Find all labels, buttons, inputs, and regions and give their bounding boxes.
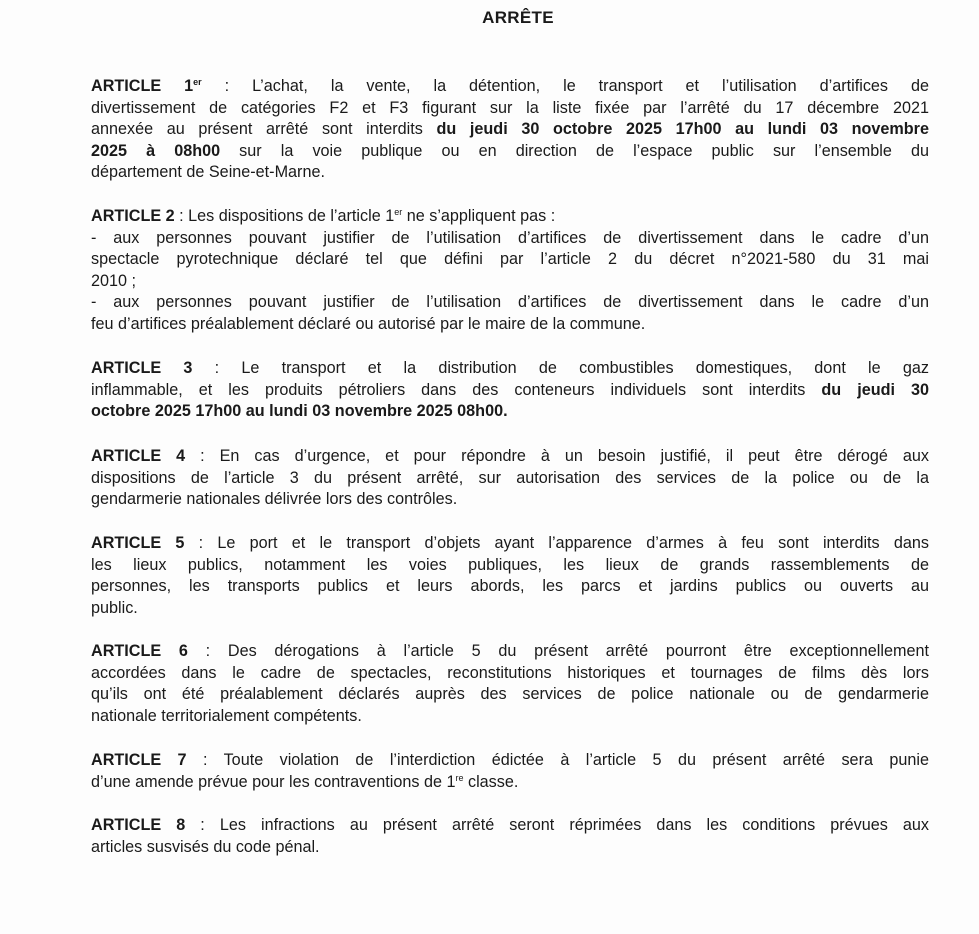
article-8 xyxy=(91,815,929,858)
article-1-line-5: département de Seine-et-Marne. xyxy=(91,163,325,181)
article-2-line-1: - aux personnes pouvant justifier de l’utilisation d’artifices de divertissement dans le cadre d’un xyxy=(91,228,929,247)
article-6-line-2: accordées dans le cadre de spectacles, reconstitutions historiques et tournages de films dès lors xyxy=(91,663,929,682)
document-title: ARRÊTE xyxy=(482,8,554,27)
article-1-line-3: annexée au présent arrêté sont interdits du jeudi 30 octobre 2025 17h00 au lundi 03 novembre xyxy=(91,120,929,138)
article-5 xyxy=(91,533,929,619)
article-5-line-1: ARTICLE 5 : Le port et le transport d’objets ayant l’apparence d’armes à feu sont interdits dans xyxy=(91,534,929,552)
article-5-line-2: les lieux publics, notamment les voies publiques, les lieux de grands rassemblements de xyxy=(91,555,929,574)
article-4-line-3: gendarmerie nationales délivrée lors des contrôles. xyxy=(91,490,458,508)
date-range-bold: 2025 à 08h00 xyxy=(91,141,221,160)
article-4-line-1: ARTICLE 4 : En cas d’urgence, et pour répondre à un besoin justifié, il peut être dérogé aux xyxy=(91,447,929,465)
article-8-line-2: articles susvisés du code pénal. xyxy=(91,837,320,856)
article-2-intro: ARTICLE 2 : Les dispositions de l’article 1er ne s’appliquent pas : xyxy=(91,207,556,225)
article-label: ARTICLE 2 xyxy=(91,207,175,225)
date-range-bold: du jeudi 30 xyxy=(821,380,929,399)
article-1-line-4: 2025 à 08h00 sur la voie publique ou en direction de l’espace public sur l’ensemble du xyxy=(91,141,929,160)
article-2-line-5: feu d’artifices préalablement déclaré ou autorisé par le maire de la commune. xyxy=(91,314,646,333)
article-label: ARTICLE 1er xyxy=(91,77,202,95)
article-6 xyxy=(91,641,929,727)
article-8-line-1: ARTICLE 8 : Les infractions au présent arrêté seront réprimées dans les conditions prévues aux xyxy=(91,816,929,834)
article-5-line-3: personnes, les transports publics et leurs abords, les parcs et jardins publics ou ouverts au xyxy=(91,577,929,595)
article-4-line-2: dispositions de l’article 3 du présent arrêté, sur autorisation des services de la police ou de la xyxy=(91,468,929,487)
article-4 xyxy=(91,446,929,511)
article-2-line-3: 2010 ; xyxy=(91,271,137,290)
article-7-line-2: d’une amende prévue pour les contraventions de 1re classe. xyxy=(91,772,519,791)
article-label: ARTICLE 7 xyxy=(91,751,187,769)
article-1 xyxy=(91,76,929,184)
article-5-line-4: public. xyxy=(91,598,138,617)
article-6-line-1: ARTICLE 6 : Des dérogations à l’article 5 du présent arrêté pourront être exceptionnellement xyxy=(91,642,929,660)
article-3-line-3 xyxy=(91,401,929,423)
article-2 xyxy=(91,206,929,335)
article-6-line-4: nationale territorialement compétents. xyxy=(91,706,362,725)
article-2-line-2: spectacle pyrotechnique déclaré tel que défini par l’article 2 du décret n°2021-580 du 31 mai xyxy=(91,250,929,268)
article-1-line-2: divertissement de catégories F2 et F3 figurant sur la liste fixée par l’arrêté du 17 décembre 2021 xyxy=(91,98,929,117)
article-6-line-3: qu’ils ont été préalablement déclarés auprès des services de police nationale ou de gendarmerie xyxy=(91,685,929,703)
article-label: ARTICLE 6 xyxy=(91,642,188,660)
article-label: ARTICLE 3 xyxy=(91,359,193,377)
article-label: ARTICLE 4 xyxy=(91,447,186,465)
article-label: ARTICLE 8 xyxy=(91,816,186,834)
article-3-line-2: inflammable, et les produits pétroliers dans des conteneurs individuels sont interdits du jeudi 30 xyxy=(91,380,929,399)
article-7-line-1: ARTICLE 7 : Toute violation de l’interdiction édictée à l’article 5 du présent arrêté sera punie xyxy=(91,751,929,769)
date-range-bold: octobre 2025 17h00 au lundi 03 novembre 2025 08h00. xyxy=(91,402,508,420)
article-2-line-4: - aux personnes pouvant justifier de l’utilisation d’artifices de divertissement dans le cadre d’un xyxy=(91,293,929,311)
article-3 xyxy=(91,358,929,423)
article-3-line-1: ARTICLE 3 : Le transport et la distribution de combustibles domestiques, dont le gaz xyxy=(91,359,929,377)
article-1-line-1: ARTICLE 1er : L’achat, la vente, la détention, le transport et l’utilisation d’artifices de xyxy=(91,77,929,95)
article-7 xyxy=(91,750,929,793)
date-range-bold: du jeudi 30 octobre 2025 17h00 au lundi 03 novembre xyxy=(436,120,929,138)
article-label: ARTICLE 5 xyxy=(91,534,185,552)
